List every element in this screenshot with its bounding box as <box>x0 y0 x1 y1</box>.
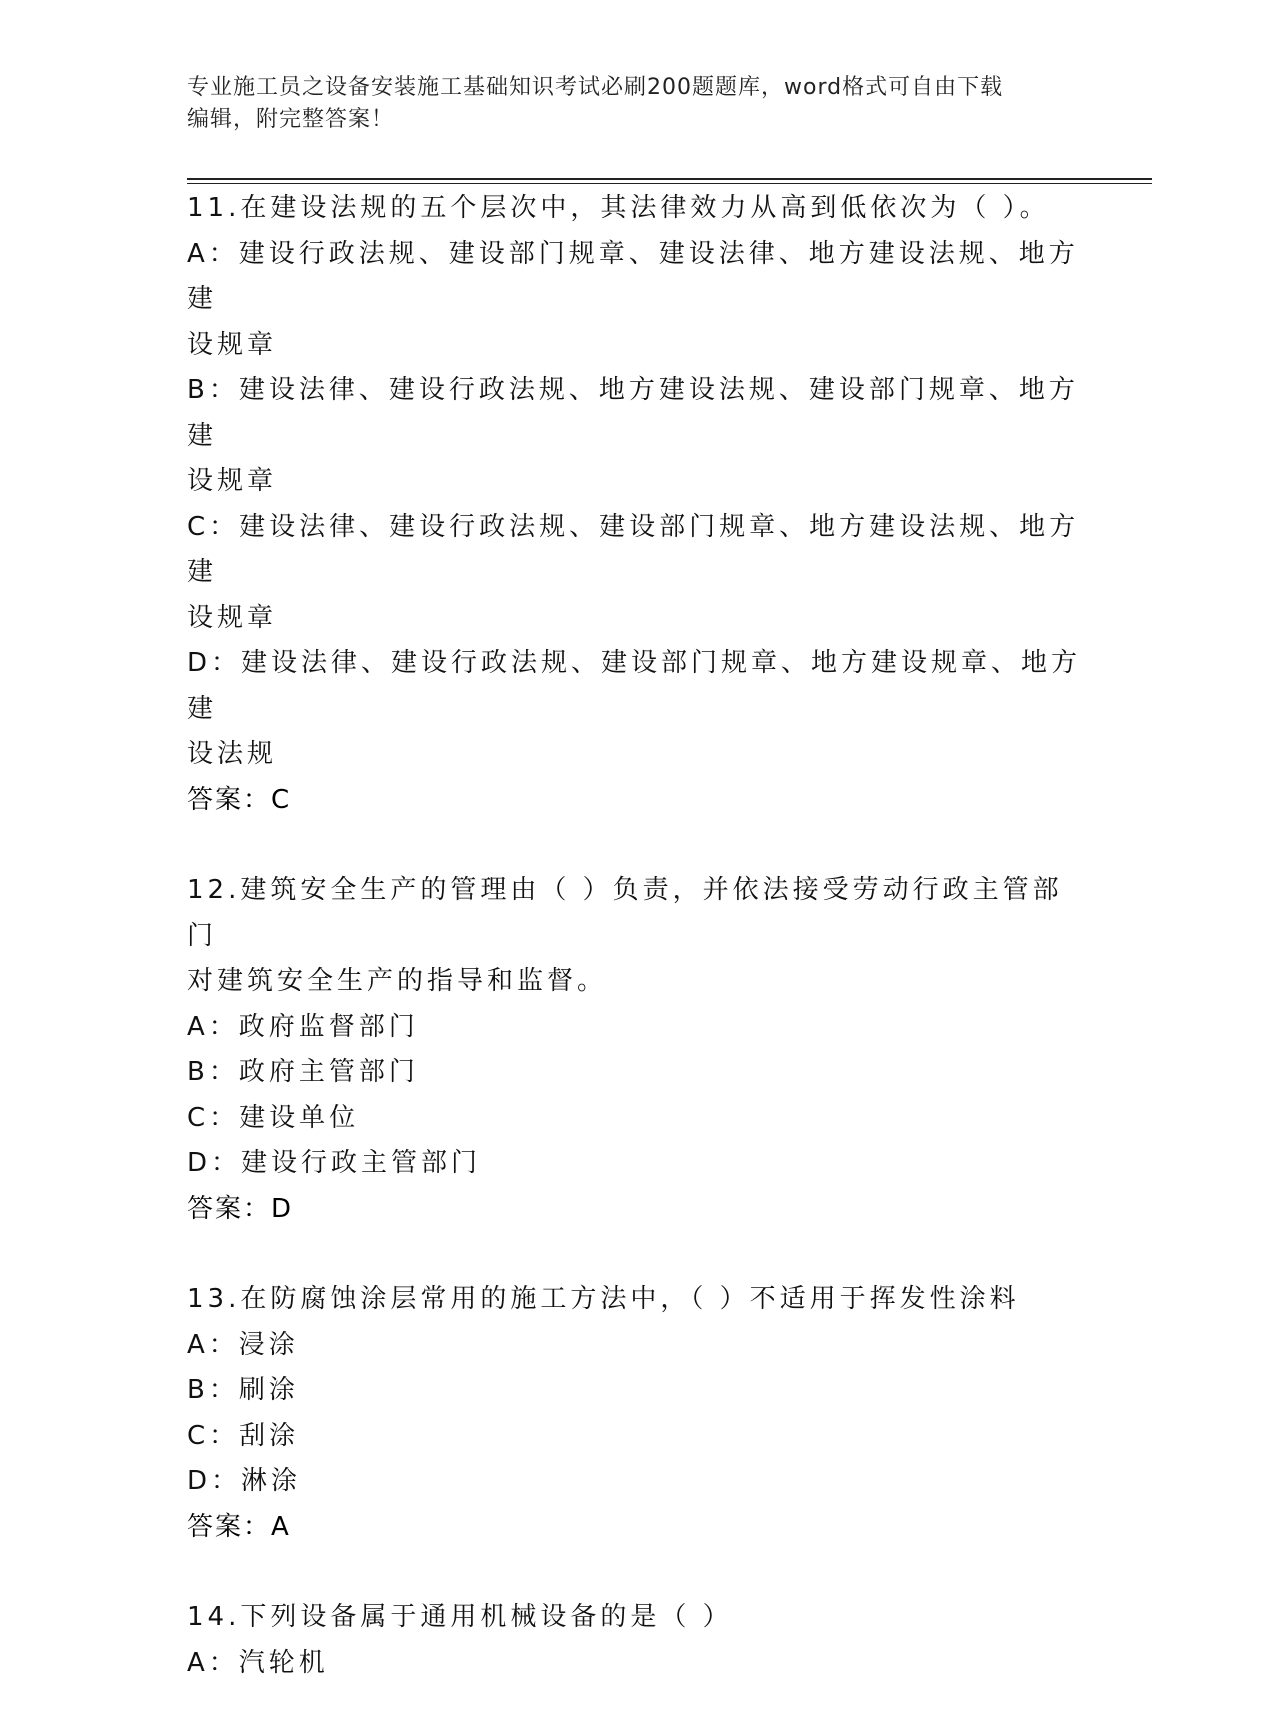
option-c: C：刮涂 <box>187 1420 300 1451</box>
question-14 <box>187 1595 1087 1686</box>
option-d: D：建设行政主管部门 <box>187 1148 482 1178</box>
question-11 <box>187 186 1087 823</box>
option-a: A：浸涂 <box>187 1329 299 1360</box>
header-line-1: 专业施工员之设备安装施工基础知识考试必刷200题题库，word格式可自由下载 <box>187 75 1004 100</box>
question-list <box>187 186 1087 1731</box>
question-stem: 12.建筑安全生产的管理由（ ）负责，并依法接受劳动行政主管部门 <box>187 875 1063 951</box>
answer: 答案：C <box>187 784 292 815</box>
question-stem: 13.在防腐蚀涂层常用的施工方法中，（ ）不适用于挥发性涂料 <box>187 1284 1020 1314</box>
option-c-continued: 设规章 <box>187 602 278 633</box>
option-b: B：刷涂 <box>187 1375 299 1405</box>
question-13 <box>187 1277 1087 1550</box>
document-header <box>187 72 1087 136</box>
question-stem: 11.在建设法规的五个层次中，其法律效力从高到低依次为（ ）。 <box>187 193 1050 223</box>
option-b-continued: 设规章 <box>187 466 278 496</box>
option-a-continued: 设规章 <box>187 329 278 360</box>
header-line-2: 编辑，附完整答案！ <box>187 107 395 132</box>
option-a: A：汽轮机 <box>187 1647 329 1678</box>
option-b: B：政府主管部门 <box>187 1057 419 1087</box>
header-divider <box>187 178 1152 184</box>
option-d: D：建设法律、建设行政法规、建设部门规章、地方建设规章、地方建 <box>187 648 1082 724</box>
option-a: A：政府监督部门 <box>187 1011 419 1042</box>
option-d: D：淋涂 <box>187 1466 302 1496</box>
answer: 答案：A <box>187 1511 291 1542</box>
option-c: C：建设法律、建设行政法规、建设部门规章、地方建设法规、地方建 <box>187 511 1080 587</box>
option-b: B：建设法律、建设行政法规、地方建设法规、建设部门规章、地方建 <box>187 375 1079 451</box>
option-c: C：建设单位 <box>187 1102 360 1133</box>
question-12 <box>187 868 1087 1232</box>
option-a: A：建设行政法规、建设部门规章、建设法律、地方建设法规、地方建 <box>187 238 1079 314</box>
answer: 答案：D <box>187 1193 294 1224</box>
question-stem-continued: 对建筑安全生产的指导和监督。 <box>187 966 608 996</box>
question-stem: 14.下列设备属于通用机械设备的是（ ） <box>187 1602 733 1632</box>
option-d-continued: 设法规 <box>187 739 278 769</box>
